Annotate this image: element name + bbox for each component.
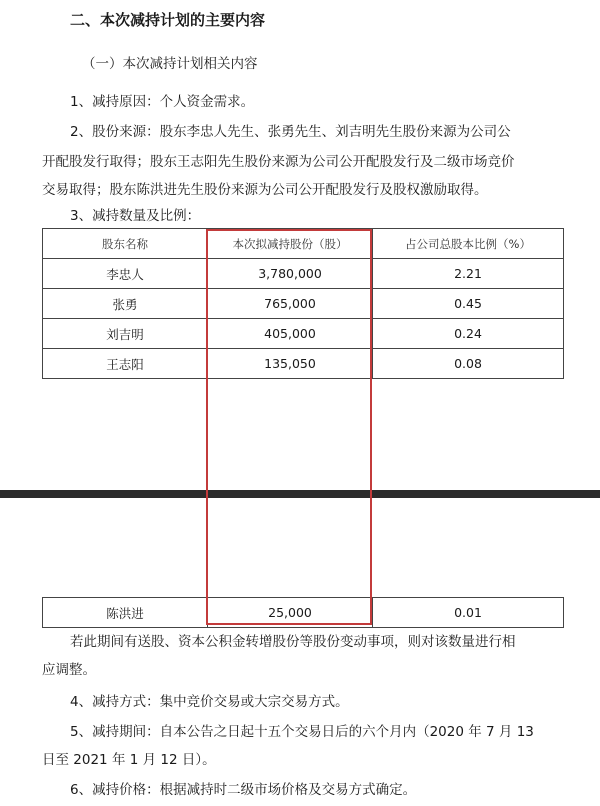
section-title: 二、本次减持计划的主要内容: [70, 11, 266, 29]
item-price: 6、减持价格：根据减持时二级市场价格及交易方式确定。: [70, 782, 417, 798]
reduction-table: [42, 228, 564, 379]
cell-name: 王志阳: [43, 349, 208, 379]
cell-ratio: 2.21: [373, 259, 564, 289]
note-line-1: 若此期间有送股、资本公积金转增股份等股份变动事项，则对该数量进行相: [70, 634, 516, 650]
cell-shares: 405,000: [208, 319, 373, 349]
item-quantity-heading: 3、减持数量及比例：: [70, 208, 201, 224]
table-row: [43, 598, 564, 628]
cell-ratio: 0.45: [373, 289, 564, 319]
reduction-table-continued: [42, 597, 564, 628]
cell-ratio: 0.24: [373, 319, 564, 349]
table-row: [43, 259, 564, 289]
item-reason: 1、减持原因：个人资金需求。: [70, 94, 255, 110]
cell-ratio: 0.01: [373, 598, 564, 628]
item-source-line-3: 交易取得；股东陈洪进先生股份来源为公司公开配股发行及股权激励取得。: [42, 182, 488, 198]
cell-ratio: 0.08: [373, 349, 564, 379]
cell-shares: 135,050: [208, 349, 373, 379]
header-shares: 本次拟减持股份（股）: [208, 229, 373, 259]
cell-name: 张勇: [43, 289, 208, 319]
note-line-2: 应调整。: [42, 662, 96, 678]
cell-name: 刘吉明: [43, 319, 208, 349]
item-source-line-1: 2、股份来源：股东李忠人先生、张勇先生、刘吉明先生股份来源为公司公: [70, 124, 511, 140]
subsection-title: （一）本次减持计划相关内容: [82, 56, 258, 72]
table-row: [43, 289, 564, 319]
table-row: [43, 319, 564, 349]
item-source-line-2: 开配股发行取得；股东王志阳先生股份来源为公司公开配股发行及二级市场竞价: [42, 154, 515, 170]
cell-shares: 3,780,000: [208, 259, 373, 289]
item-period-line-1: 5、减持期间：自本公告之日起十五个交易日后的六个月内（2020 年 7 月 13: [70, 724, 534, 740]
table-header-row: [43, 229, 564, 259]
item-method: 4、减持方式：集中竞价交易或大宗交易方式。: [70, 694, 349, 710]
item-period-line-2: 日至 2021 年 1 月 12 日）。: [42, 752, 216, 768]
header-ratio: 占公司总股本比例（%）: [373, 229, 564, 259]
cell-name: 李忠人: [43, 259, 208, 289]
cell-shares: 765,000: [208, 289, 373, 319]
page-break-band: [0, 484, 600, 506]
header-shareholder: 股东名称: [43, 229, 208, 259]
table-row: [43, 349, 564, 379]
cell-shares: 25,000: [208, 598, 373, 628]
cell-name: 陈洪进: [43, 598, 208, 628]
